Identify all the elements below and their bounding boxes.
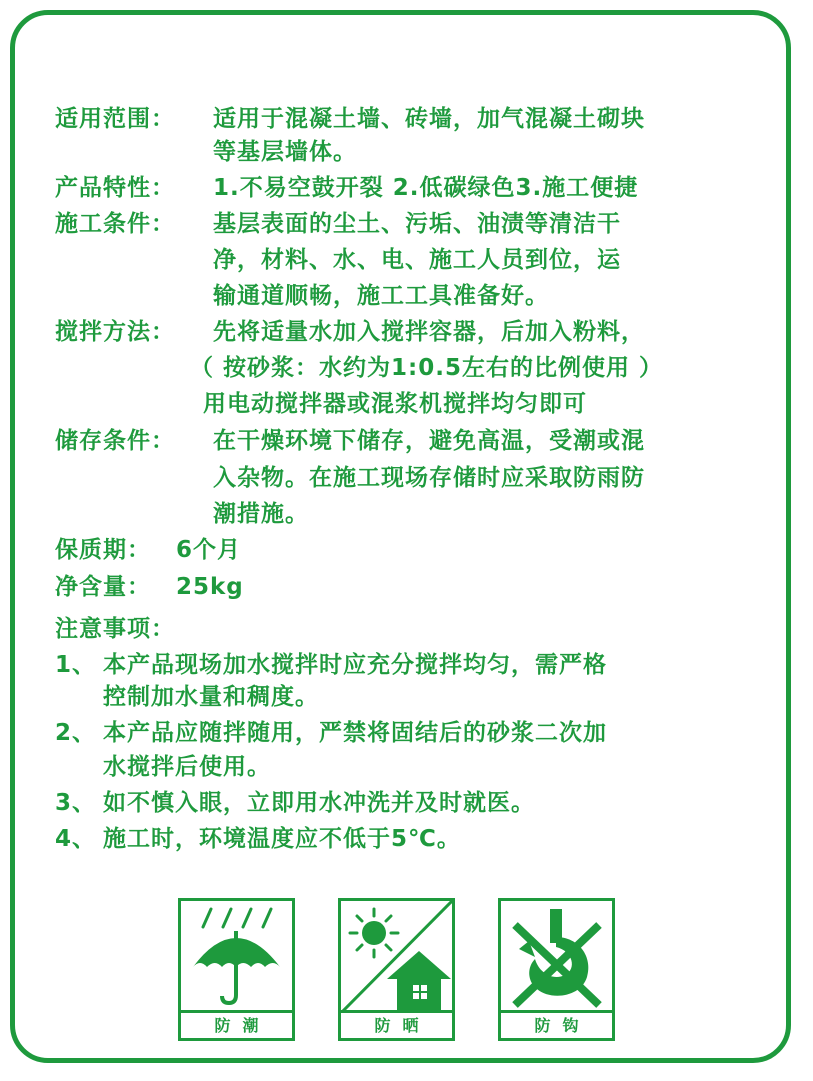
mixing-line-2: （ 按砂浆：水约为1:0.5左右的比例使用 ）: [190, 355, 663, 381]
scope-line-2: 等基层墙体。: [213, 139, 357, 165]
mixing-line-3: 用电动搅拌器或混浆机搅拌均匀即可: [203, 391, 587, 417]
no-hook-symbol: [498, 898, 615, 1041]
net-content-label: 净含量：: [55, 574, 151, 600]
note-2-number: 2、: [55, 720, 97, 746]
storage-line-3: 潮措施。: [213, 501, 309, 527]
note-2-line-1: 本产品应随拌随用，严禁将固结后的砂浆二次加: [103, 720, 607, 746]
features-label: 产品特性：: [55, 175, 175, 201]
storage-label: 储存条件：: [55, 428, 175, 454]
note-2-line-2: 水搅拌后使用。: [103, 754, 271, 780]
shelf-life-value: 6个月: [176, 537, 242, 563]
sun-proof-symbol: [338, 898, 455, 1041]
sun-proof-caption: 防晒: [341, 1010, 452, 1038]
mixing-label: 搅拌方法：: [55, 319, 175, 345]
no-hook-caption: 防钩: [501, 1010, 612, 1038]
note-3-number: 3、: [55, 790, 97, 816]
note-4-number: 4、: [55, 826, 97, 852]
note-1-line-2: 控制加水量和稠度。: [103, 684, 319, 710]
note-3-line-1: 如不慎入眼，立即用水冲洗并及时就医。: [103, 790, 535, 816]
moisture-proof-caption: 防潮: [181, 1010, 292, 1038]
notes-heading: 注意事项：: [55, 616, 175, 642]
storage-line-2: 入杂物。在施工现场存储时应采取防雨防: [213, 465, 645, 491]
no-hook-icon: [501, 901, 612, 1013]
features-line-1: 1.不易空鼓开裂 2.低碳绿色3.施工便捷: [213, 175, 639, 201]
note-1-line-1: 本产品现场加水搅拌时应充分搅拌均匀，需严格: [103, 652, 607, 678]
storage-line-1: 在干燥环境下储存，避免高温，受潮或混: [213, 428, 645, 454]
conditions-line-1: 基层表面的尘土、污垢、油渍等清洁干: [213, 211, 621, 237]
umbrella-icon: [181, 901, 292, 1013]
note-1-number: 1、: [55, 652, 97, 678]
mixing-line-1: 先将适量水加入搅拌容器，后加入粉料，: [213, 319, 645, 345]
shelf-life-label: 保质期：: [55, 537, 151, 563]
conditions-label: 施工条件：: [55, 211, 175, 237]
scope-label: 适用范围：: [55, 106, 175, 132]
note-4-line-1: 施工时，环境温度应不低于5℃。: [103, 826, 461, 852]
scope-line-1: 适用于混凝土墙、砖墙，加气混凝土砌块: [213, 106, 645, 132]
conditions-line-2: 净，材料、水、电、施工人员到位，运: [213, 247, 621, 273]
sun-house-icon: [341, 901, 452, 1013]
net-content-value: 25kg: [176, 574, 244, 600]
conditions-line-3: 输通道顺畅，施工工具准备好。: [213, 283, 549, 309]
moisture-proof-symbol: [178, 898, 295, 1041]
